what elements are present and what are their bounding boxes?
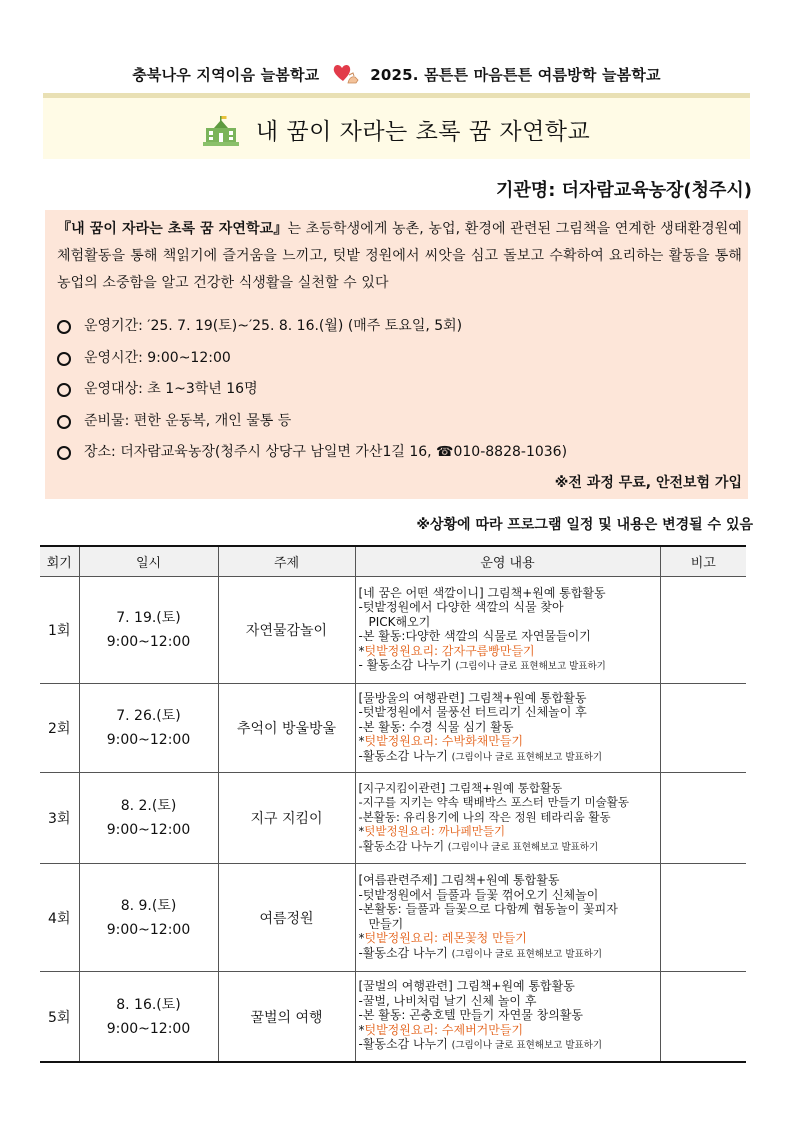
asterisk: * <box>358 824 365 839</box>
content-line: -본활동: 들풀과 들꽃으로 다함께 협동놀이 꽃피자 <box>358 902 618 916</box>
time-text: 9:00~12:00 <box>106 732 191 748</box>
date-text: 7. 19.(토) <box>116 610 181 626</box>
asterisk: * <box>358 643 365 658</box>
info-item-text: 운영대상: 초 1~3학년 16명 <box>84 381 258 397</box>
info-item-supplies <box>57 406 742 438</box>
note-cell <box>660 972 746 1063</box>
time-text: 9:00~12:00 <box>106 634 191 650</box>
time-text: 9:00~12:00 <box>106 921 191 938</box>
reflection-note: (그림이나 글로 표현해보고 발표하기 <box>455 661 606 672</box>
date-cell <box>79 972 218 1063</box>
cooking-text: 텃밭정원요리: 까나페만들기 <box>364 824 506 839</box>
header-note: 비고 <box>660 546 746 577</box>
date-text: 8. 16.(토) <box>116 996 181 1013</box>
intro-paragraph <box>57 216 742 297</box>
cooking-line <box>359 931 654 946</box>
time-text: 9:00~12:00 <box>106 1020 191 1037</box>
content-line: PICK해오기 <box>368 614 431 629</box>
circle-bullet-icon <box>57 352 71 366</box>
table-row <box>40 577 746 684</box>
session-cell: 5회 <box>40 972 79 1063</box>
asterisk: * <box>358 734 365 749</box>
topic-cell: 추억이 방울방울 <box>218 684 355 773</box>
content-line: -본활동: 유리용기에 나의 작은 정원 테라리움 활동 <box>358 809 611 824</box>
note-cell <box>660 577 746 684</box>
heart-hands-icon <box>331 62 359 88</box>
circle-bullet-icon <box>57 383 71 397</box>
content-line: [지구지킴이관련] 그림책+원예 통합활동 <box>358 780 563 795</box>
cooking-line <box>359 734 654 749</box>
reflection-note: (그림이나 글로 표현해보고 발표하기 <box>447 841 599 853</box>
cooking-line <box>359 644 654 659</box>
header-right: 2025. 몸튼튼 마음튼튼 여름방학 늘봄학교 <box>370 66 661 84</box>
content-line: -본 활동:다양한 색깔의 식물로 자연물들이기 <box>358 629 591 643</box>
info-item-place <box>57 437 742 469</box>
content-line: [물방울의 여행관련] 그림책+원예 통합활동 <box>358 690 587 705</box>
session-cell: 4회 <box>40 864 79 972</box>
note-cell <box>660 773 746 864</box>
date-text: 8. 9.(토) <box>120 897 177 914</box>
date-cell <box>79 864 218 972</box>
header-content: 운영 내용 <box>355 546 660 577</box>
content-line: [꿀벌의 여행관련] 그림책+원예 통합활동 <box>358 979 575 994</box>
header-session: 회기 <box>40 546 79 577</box>
table-header-row <box>40 546 746 577</box>
organization-name: 기관명: 더자람교육농장(청주시) <box>496 180 752 201</box>
cooking-line <box>359 824 654 839</box>
info-list <box>57 311 742 469</box>
title-row <box>0 113 793 150</box>
session-cell: 1회 <box>40 577 79 684</box>
reflection-text: -활동소감 나누기 <box>358 945 452 960</box>
date-cell <box>79 773 218 864</box>
reflection-line <box>359 749 654 766</box>
content-cell <box>355 773 660 864</box>
info-box <box>45 210 748 499</box>
reflection-note: (그림이나 글로 표현해보고 발표하기 <box>451 1040 603 1052</box>
content-line: -본 활동: 수경 식물 심기 활동 <box>358 719 514 734</box>
reflection-text: -활동소감 나누기 <box>358 838 448 853</box>
time-text: 9:00~12:00 <box>106 822 191 838</box>
info-item-target <box>57 374 742 406</box>
topic-cell: 여름정원 <box>218 864 355 972</box>
header-topic: 주제 <box>218 546 355 577</box>
reflection-line <box>359 946 654 963</box>
topic-cell: 꿀벌의 여행 <box>218 972 355 1063</box>
reflection-line <box>359 658 654 675</box>
reflection-text: -활동소감 나누기 <box>358 1037 452 1052</box>
circle-bullet-icon <box>57 415 71 429</box>
reflection-text: -활동소감 나누기 <box>358 748 452 763</box>
reflection-note: (그림이나 글로 표현해보고 발표하기 <box>451 948 603 960</box>
cooking-text: 텃밭정원요리: 레몬꽃청 만들기 <box>364 931 527 945</box>
content-cell <box>355 577 660 684</box>
content-line: -텃밭정원에서 들풀과 들꽃 꺾어오기 신체놀이 <box>358 887 599 902</box>
info-item-text: 운영시간: 9:00~12:00 <box>84 349 231 366</box>
content-cell <box>355 864 660 972</box>
schedule-table <box>40 545 746 1063</box>
cooking-text: 텃밭정원요리: 감자구름빵만들기 <box>364 643 535 658</box>
asterisk: * <box>358 931 365 945</box>
reflection-note: (그림이나 글로 표현해보고 발표하기 <box>451 751 603 763</box>
reflection-text: - 활동소감 나누기 <box>358 658 456 672</box>
cooking-text: 텃밭정원요리: 수제버거만들기 <box>364 1022 524 1037</box>
circle-bullet-icon <box>57 446 71 460</box>
school-icon <box>203 116 239 150</box>
reflection-line <box>359 1037 654 1054</box>
cooking-text: 텃밭정원요리: 수박화채만들기 <box>364 734 524 749</box>
table-row <box>40 864 746 972</box>
intro-bold: 『내 꿈이 자라는 초록 꿈 자연학교』 <box>57 221 288 237</box>
intro-text: 는 초등학생에게 농촌, 농업, 환경에 관련된 그림책을 연계한 생태환경원예체험활동을 통해 책읽기에 즐거움을 느끼고, 텃밭 정원에서 씨앗을 심고 돌보고 수확하여 요리하는 활동을 통해 농업의 소중함을 알고 건강한 식생활을 실천할 수 있다 <box>57 221 742 291</box>
content-line: -텃밭정원에서 물풍선 터트리기 신체놀이 후 <box>358 705 587 720</box>
date-text: 7. 26.(토) <box>116 708 181 724</box>
content-line: -지구를 지키는 약속 택배박스 포스터 만들기 미술활동 <box>358 795 629 810</box>
header-date: 일시 <box>79 546 218 577</box>
topic-cell: 지구 지킴이 <box>218 773 355 864</box>
content-line: -꿀벌, 나비처럼 날기 신체 놀이 후 <box>358 993 537 1008</box>
date-text: 8. 2.(토) <box>120 798 177 814</box>
date-cell <box>79 684 218 773</box>
table-row <box>40 773 746 864</box>
page-title: 내 꿈이 자라는 초록 꿈 자연학교 <box>255 119 591 145</box>
content-cell <box>355 972 660 1063</box>
session-cell: 2회 <box>40 684 79 773</box>
info-item-text: 운영기간: ′25. 7. 19(토)~′25. 8. 16.(월) (매주 토요일, 5회) <box>84 318 463 334</box>
info-item-period <box>57 311 742 343</box>
info-item-text: 장소: 더자람교육농장(청주시 상당구 남일면 가산1길 16, ☎010-8828-1036) <box>84 444 568 460</box>
change-notice: ※상황에 따라 프로그램 일정 및 내용은 변경될 수 있음 <box>416 517 753 533</box>
topic-cell: 자연물감놀이 <box>218 577 355 684</box>
info-item-time <box>57 343 742 375</box>
table-row <box>40 972 746 1063</box>
note-cell <box>660 864 746 972</box>
header-left: 충북나우 지역이음 늘봄학교 <box>132 66 320 84</box>
content-line: -텃밭정원에서 다양한 색깔의 식물 찾아 <box>358 600 564 614</box>
session-cell: 3회 <box>40 773 79 864</box>
circle-bullet-icon <box>57 320 71 334</box>
table-row <box>40 684 746 773</box>
info-item-text: 준비물: 편한 운동복, 개인 물통 등 <box>84 412 292 429</box>
free-note: ※전 과정 무료, 안전보험 가입 <box>554 475 742 491</box>
content-line: 만들기 <box>368 916 404 931</box>
content-line: -본 활동: 곤충호텔 만들기 자연물 창의활동 <box>358 1008 584 1023</box>
reflection-line <box>359 839 654 856</box>
content-line: [여름관련주제] 그림책+원예 통합활동 <box>358 873 560 887</box>
asterisk: * <box>358 1022 365 1037</box>
cooking-line <box>359 1023 654 1038</box>
content-cell <box>355 684 660 773</box>
note-cell <box>660 684 746 773</box>
document-header <box>0 62 793 88</box>
date-cell <box>79 577 218 684</box>
content-line: [네 꿈은 어떤 색깔이니] 그림책+원예 통합활동 <box>358 585 606 600</box>
